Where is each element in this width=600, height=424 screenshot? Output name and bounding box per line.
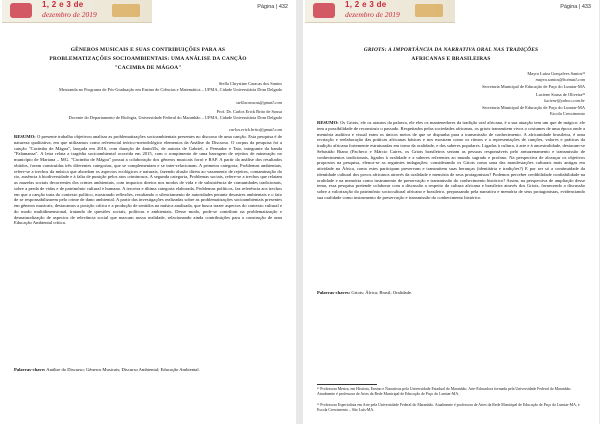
banner-date-line1: 1, 2 e 3 de — [42, 0, 84, 9]
keywords-text: Análise do Discurso; Gêneros Musicais; Discurso Ambiental; Educação Ambiental. — [46, 367, 200, 372]
event-banner — [2, 0, 152, 23]
paper-title-line2: PROBLEMATIZAÇÕES SOCIOAMBIENTAIS: UMA ANÁLISE DA CANÇÃO — [49, 56, 247, 62]
author1-affiliation: Secretaria Municipal de Educação de Paço do Lumiar-MA — [482, 84, 585, 89]
abstract-text: O presente trabalho objetivou analisar as problematizações socioambientais presentes no discurso de uma canção. Esta pesquisa é de natureza qualitativa, em que utilizamos como referencial teórico-metodológico elementos da Análise do Discurso. O corpus da pesquisa foi a canção "Cacimba de Mágoa", lançada em 2016, com duração de 4min35s, de autoria de Gabriel, o Pensador e Tato, integrante da banda "Falamansa". A letra relata a tragédia socioambiental ocorrida em 2015, com o rompimento de uma barragem de rejeitos de mineração no município de Mariana – MG. "Cacimba de Mágoa" possui a colaboração dos gêneros musicais forró e RAP. A partir da análise dos resultados obtidos, foram construídas três diferentes categorias, que se complementam e se inter-relacionam. A primeira categoria, Problemas ambientais, refere-se a trechos da música que abordam os aspectos ecológicos e naturais, fazendo alusão direta ao vazamento de rejeitos, contaminação do rio, ausência à biodiversidade e à falta de punição pelos atos criminosos. A segunda categoria, Problemas sociais, refere-se a trechos que relatam as mazelas sociais decorrentes dos crimes ambientais, com impactos diretos nos modos de vida e de subsistência de comunidades tradicionais, sobre a perda de vidas e de patrimônio cultural e humano. A terceira e última categoria elaborada, Problemas políticos, faz referência aos trechos em que a canção trata do contexto político, mostrando reflexões, resultando o silenciamento de autoridades perante desastres ambientais e o fato de se responsabilizarem pelo crime de dano ambiental. A partir das investigações realizadas sobre as problematizações socioambientais presentes em gêneros musicais, destacamos a posição crítica e a produção de sentidos na música analisada, que busca trazer aspectos do contexto cultural e do modo multidimensional, tratando de questões sociais, políticas e ambientais. Desse modo, pode-se contribuir na problematização e desnaturalização de aspectos de relevância social que marcam nossa realidade, relacionando ainda contribuições para a construção de uma Educação Ambiental crítica. — [14, 134, 282, 226]
left-page — [0, 0, 296, 424]
keywords-text: Griots; África; Brasil; Oralidade. — [351, 290, 413, 295]
event-emblem-icon — [415, 4, 443, 17]
author2-affiliation: Secretaria Municipal de Educação de Paço do Lumiar-MA — [482, 105, 585, 110]
banner-date-line1: 1, 2 e 3 de — [345, 0, 387, 9]
author2-name: Luciene Sousa de Oliveira¹³ — [535, 92, 585, 97]
author2-email: carlos.erick.brito@gmail.com — [229, 127, 282, 132]
author1-name: Stella Chrystine Caracas dos Santos — [218, 81, 282, 86]
author2-name: Prof. Dr. Carlos Erick Brito de Sousa — [216, 109, 282, 114]
keywords — [14, 367, 282, 373]
banner-date-line2: dezembro de 2019 — [345, 10, 400, 19]
author1-email: stellacaracas@gmail.com — [236, 100, 282, 105]
abstract-label: RESUMO: — [317, 120, 339, 125]
author1-affiliation: Mestranda no Programa de Pós-Graduação em Ensino de Ciências e Matemática – UFMA, Cidade Universitária Dom Delgado — [58, 87, 282, 92]
author2-school: Escola Crescimento — [550, 111, 585, 116]
keywords-label: Palavras-chave: — [14, 367, 46, 372]
author2-email: luciene@yahoo.com.br — [544, 98, 585, 103]
keywords — [317, 290, 585, 296]
event-emblem-icon — [112, 4, 140, 17]
event-banner — [305, 0, 455, 23]
author1-name: Mayra Luíza Gonçalves Santos¹² — [527, 71, 585, 76]
author1-email: mayra.santos@hotmail.com — [535, 77, 585, 82]
abstract — [14, 134, 282, 226]
paper-title-line3: "CACIMBA DE MÁGOA" — [114, 65, 182, 71]
banner-date-line2: dezembro de 2019 — [42, 10, 97, 19]
abstract-label: RESUMO: — [14, 134, 36, 139]
footnote-separator — [317, 384, 377, 385]
page-number: Página | 432 — [257, 4, 288, 10]
abstract-text: Os Griots, ele os arautos da palavra, ele eles os mantenedores da tradição oral africana, é a sua atuação tem um que de mágico: ele tem a possibilidade de reconstruir o passado. Respeitados pelas sociedades africanas, os griots transmitem vivos o costumes de uma época onde a memória auditiva e visual eram os únicos meios de que se dispunha para a transmissão de conhecimento. A africanidade brasileira, é uma recriação e reelaboração das práticas africanas básicas e nos mostram como os ritmos e a representações de canções, valores e práticas da tradição africana fortemente estruturadas em torno da oralidade, e dos saberes populares. Ligadas à cultura, à arte e à ancestralidade, destacam-se Sebastião Biano (Pacheco e Márcio Caires, os Griots brasileiros seriam as pessoas responsáveis pelo armazenamento e transmissão de conhecimentos tradicionais, ligados à oralidade e a saberes referentes ao mundo sagrado e profano. Na perspectiva de alcançar os objetivos propostos na pesquisa, elenca-se as seguintes indagações: considerando os Griots como uma das manifestações culturais mais antigas em atividade na África, como estes participam preservam e transmitem suas heranças (identitária e tradições?) E por ser só a continuidade da identidade cultural dos povos africanos através da oralidade e memória de seus protagonistas? Podemos perceber credibilidade confiabilidade na oralidade e na memória como instrumento de preservação e transmissão do conhecimento histórico? Assim, na perspectiva de ampliação desse tema, essa pesquisa pretende colaborar com a discussão a respeito da cultura africana e brasileira através dos Griots, fornecendo a discussão sobre a valorização do patrimônio sociocultural africano e brasileiro, perpassando pela narrativa e memória de seus protagonistas, evidenciando sua oralidade como instrumento de preservação e transmissão do conhecimento histórico. — [317, 120, 585, 200]
keywords-label: Palavras-chaves: — [317, 290, 351, 295]
event-logo-icon — [313, 3, 335, 18]
footnote-2: ¹³ Professora Especialista em Arte pela Universidade Federal do Maranhão. Atualmente é professora de Artes da Rede Municipal de Educação de Paço do Lumiar-MA, e Escola Crescimento – São Luís-MA. — [317, 403, 580, 412]
right-page — [303, 0, 599, 424]
paper-title-line1: GRIOTS: A IMPORTÂNCIA DA NARRATIVA ORAL NAS TRADIÇÕES — [363, 47, 539, 53]
page-number: Página | 433 — [560, 4, 591, 10]
abstract — [317, 120, 585, 201]
event-logo-icon — [10, 3, 32, 18]
footnote-1: ¹² Professora Mestra, em História, Ensino e Narrativas pela Universidade Estadual do Maranhão. Arte-Educadora formada pela Universidade Federal do Maranhão. Atualmente é professora de Artes da Rede Municipal de Educação de Paço do Lumiar-MA. — [317, 387, 572, 396]
paper-title-line2: AFRICANAS E BRASILEIRAS — [411, 56, 491, 62]
paper-title-line1: GÊNEROS MUSICAIS E SUAS CONTRIBUIÇÕES PARA AS — [70, 47, 226, 53]
author2-affiliation: Docente do Departamento de Biologia, Universidade Federal do Maranhão – UFMA, Cidade Universitária Dom Delgado — [68, 115, 282, 120]
